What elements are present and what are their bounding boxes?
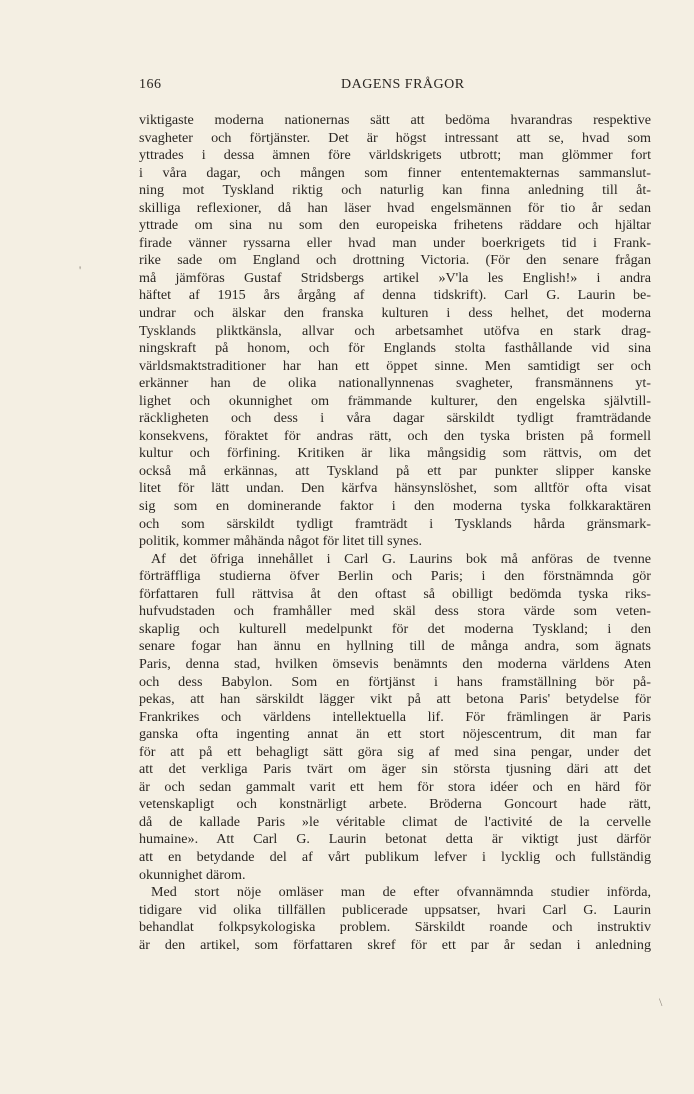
text-line: och som särskildt tydligt framträdt i Tysklands hårda gränsmark-: [139, 515, 651, 532]
text-line: kultur och förfining. Kritiken är lika mångsidig som rättvis, om det: [139, 445, 651, 462]
text-line: Af det öfriga innehållet i Carl G. Laurins bok må anföras de tvenne: [151, 550, 651, 567]
text-line: humaine». Att Carl G. Laurin betonat detta är viktigt just därför: [139, 831, 651, 848]
text-line: också må erkännas, att Tyskland på ett par punkter slipper kanske: [139, 462, 651, 479]
text-line: erkänner han de olika nationallynnenas svagheter, fransmännens yt-: [139, 375, 651, 392]
text-line: Paris, denna stad, hvilken ömsevis benämnts den moderna världens Aten: [139, 655, 651, 672]
text-line: Tysklands pliktkänsla, allvar och arbetsamhet utöfva en stark drag-: [139, 322, 651, 339]
text-line: sig som en dominerande faktor i den moderna tyska folkkaraktären: [139, 498, 651, 515]
text-line: yttrades i dessa ämnen före världskrigets utbrott; man glömmer fort: [139, 147, 651, 164]
body-text: [139, 112, 651, 954]
text-line: räckligheten och dess i våra dagar särskildt tydligt framträdande: [139, 410, 651, 427]
margin-mark: \: [659, 995, 663, 1009]
running-head: DAGENS FRÅGOR: [341, 77, 465, 92]
text-line: hufvudstaden och framhåller med skäl dess stora värde som veten-: [139, 603, 651, 620]
text-line: behandlat folkpsykologiska problem. Särskildt roande och instruktiv: [139, 919, 651, 936]
text-line: ningskraft på honom, och för Englands stolta fasthållande vid sina: [139, 340, 651, 357]
text-line: världsmaktstraditioner har han ett öppet sinne. Men samtidigt ser och: [139, 357, 651, 374]
text-line: pekas, att han särskildt lägger vikt på att betona Paris' betydelse för: [139, 691, 651, 708]
text-line: då de kallade Paris »le véritable climat de l'activité de la cervelle: [139, 813, 651, 830]
text-line: vetenskapligt och konstnärligt arbete. Bröderna Goncourt hade rätt,: [139, 796, 651, 813]
text-line: rike sade om England och drottning Victoria. (För den senare frågan: [139, 252, 651, 269]
margin-mark: ': [79, 263, 82, 277]
page-number: 166: [139, 77, 162, 92]
text-line: okunnighet därom.: [139, 866, 246, 883]
text-line: författaren full rättvisa åt den oftast så obilligt bedömda tyska riks-: [139, 585, 651, 602]
page-header: [139, 77, 651, 99]
text-line: att en betydande del af vårt publikum lefver i lycklig och fullständig: [139, 848, 651, 865]
text-line: att det verkliga Paris tvärt om äger sin största tjusning däri att det: [139, 761, 651, 778]
text-line: firade vänner ryssarna eller hvad man under boerkrigets tid i Frank-: [139, 234, 651, 251]
text-line: konsekvens, föraktet för andras rätt, och den tyska bristen på formell: [139, 427, 651, 444]
text-line: Frankrikes och världens intellektuella lif. För främlingen är Paris: [139, 708, 651, 725]
text-line: skaplig och kulturell medelpunkt för det moderna Tyskland; i den: [139, 620, 651, 637]
text-line: politik, kommer måhända något för litet till synes.: [139, 533, 422, 550]
text-line: svagheter och förtjänster. Det är högst intressant att se, hvad som: [139, 129, 651, 146]
text-line: litet för lätt undan. Den kärfva hänsynslöshet, som alltför ofta visat: [139, 480, 651, 497]
text-line: senare fogar han ännu en hyllning till de många andra, som ägnats: [139, 638, 651, 655]
text-line: skilliga reflexioner, då han läser hvad engelsmännen för tio år sedan: [139, 199, 651, 216]
text-line: är den artikel, som författaren skref för ett par år sedan i anledning: [139, 936, 651, 953]
text-line: för att på ett behagligt sätt göra sig af med sina pengar, under det: [139, 743, 651, 760]
text-line: ning mot Tyskland riktig och naturlig kan finna anledning till åt-: [139, 182, 651, 199]
text-line: undrar och älskar den franska kulturen i dess helhet, det moderna: [139, 305, 651, 322]
text-line: häftet af 1915 års årgång af denna tidskrift). Carl G. Laurin be-: [139, 287, 651, 304]
text-line: lighet och okunnighet om främmande kulturer, den engelska självtill-: [139, 392, 651, 409]
text-line: viktigaste moderna nationernas sätt att bedöma hvarandras respektive: [139, 112, 651, 128]
text-line: ganska ofta ingenting annat än ett stort nöjescentrum, dit man far: [139, 726, 651, 743]
text-line: förträffliga studierna öfver Berlin och Paris; i den förstnämnda gör: [139, 568, 651, 585]
text-line: är och sedan gammalt varit ett hem för stora idéer och en härd för: [139, 778, 651, 795]
text-line: Med stort nöje omläser man de efter ofvannämnda studier införda,: [151, 884, 651, 901]
text-line: må jämföras Gustaf Stridsbergs artikel »V'la les English!» i andra: [139, 269, 651, 286]
text-line: yttrade om sina nu som den europeiska frihetens räddare och hjältar: [139, 217, 651, 234]
text-line: tidigare vid olika tillfällen publicerade uppsatser, hvari Carl G. Laurin: [139, 901, 651, 918]
text-line: och dess Babylon. Som en förtjänst i hans framställning bör på-: [139, 673, 651, 690]
text-line: i våra dagar, och mången som finner ententemakternas sammanslut-: [139, 164, 651, 181]
